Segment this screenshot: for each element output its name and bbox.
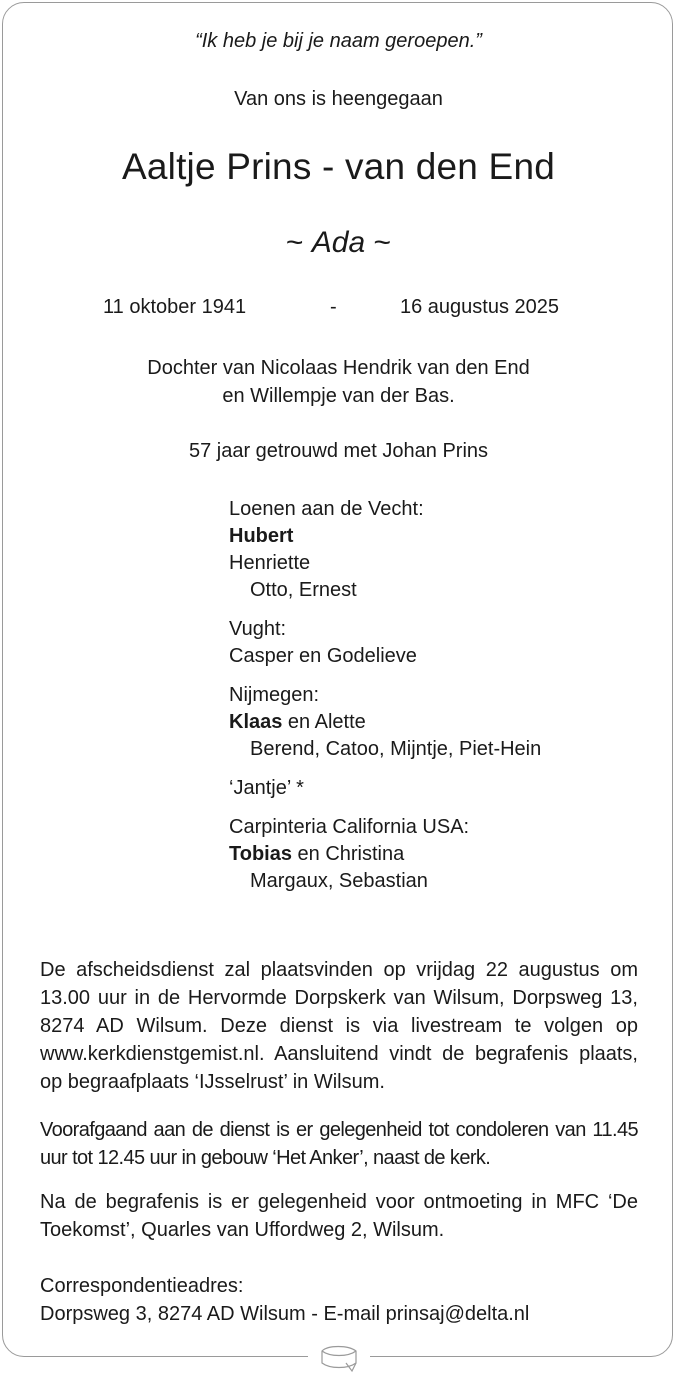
family-grandchildren: Berend, Catoo, Mijntje, Piet-Hein	[250, 738, 542, 760]
correspondence-label: Correspondentieadres:	[40, 1275, 244, 1297]
parents	[0, 354, 677, 410]
correspondence	[40, 1272, 529, 1328]
family-group	[229, 682, 541, 763]
family-place: Vught:	[229, 618, 287, 640]
family-child: Henriette	[229, 552, 311, 574]
condolence-paragraph: Voorafgaand aan de dienst is er gelegenheid tot condoleren van 11.45 uur tot 12.45 uur in gebouw ‘Het Anker’, naast de kerk.	[40, 1119, 638, 1169]
birth-date: 11 oktober 1941	[103, 296, 247, 318]
family-group	[229, 496, 541, 604]
family-place: Loenen aan de Vecht:	[229, 498, 424, 520]
family-place: Nijmegen:	[229, 684, 320, 706]
family-child: Tobias	[229, 843, 292, 865]
correspondence-address: Dorpsweg 3, 8274 AD Wilsum - E-mail prinsaj@delta.nl	[40, 1303, 530, 1325]
family-partner: en Christina	[291, 843, 405, 865]
family-child: Hubert	[229, 525, 294, 547]
ribbon-ornament-icon	[308, 1341, 370, 1375]
family-grandchildren: Margaux, Sebastian	[250, 870, 428, 892]
family-line: ‘Jantje’ *	[229, 777, 304, 799]
date-separator: -	[330, 296, 337, 318]
nickname-prefix: ~	[285, 226, 304, 259]
nickname	[0, 226, 677, 260]
family-grandchildren: Otto, Ernest	[250, 579, 357, 601]
deceased-name: Aaltje Prins - van den End	[122, 146, 555, 187]
family-group	[229, 814, 541, 895]
family-child: Klaas	[229, 711, 283, 733]
family-partner: en Alette	[282, 711, 366, 733]
family-line: Casper en Godelieve	[229, 645, 417, 667]
family-list	[229, 496, 541, 907]
intro-text: Van ons is heengegaan	[234, 88, 443, 110]
family-place: Carpinteria California USA:	[229, 816, 470, 838]
meeting-paragraph: Na de begrafenis is er gelegenheid voor ontmoeting in MFC ‘De Toekomst’, Quarles van Uffordweg 2, Wilsum.	[40, 1191, 638, 1241]
family-group	[229, 616, 541, 670]
parents-line-2: en Willempje van der Bas.	[222, 385, 455, 407]
death-date: 16 augustus 2025	[400, 296, 560, 318]
nickname-suffix: ~	[373, 226, 392, 259]
nickname-text: Ada	[311, 226, 366, 259]
family-child-line	[229, 841, 541, 868]
family-child-line	[229, 709, 541, 736]
service-paragraph: De afscheidsdienst zal plaatsvinden op vrijdag 22 augustus om 13.00 uur in de Hervormde Dorpskerk van Wilsum, Dorpsweg 13, 8274 AD Wilsum. Deze dienst is via livestream te volgen op www.kerkdienstgemist.nl. Aansluitend vindt de begrafenis plaats, op begraafplaats ‘IJsselrust’ in Wilsum.	[40, 959, 638, 1093]
marriage-line: 57 jaar getrouwd met Johan Prins	[188, 440, 489, 462]
family-group	[229, 775, 541, 802]
parents-line-1: Dochter van Nicolaas Hendrik van den End	[147, 357, 530, 379]
opening-quote: “Ik heb je bij je naam geroepen.”	[195, 30, 482, 52]
